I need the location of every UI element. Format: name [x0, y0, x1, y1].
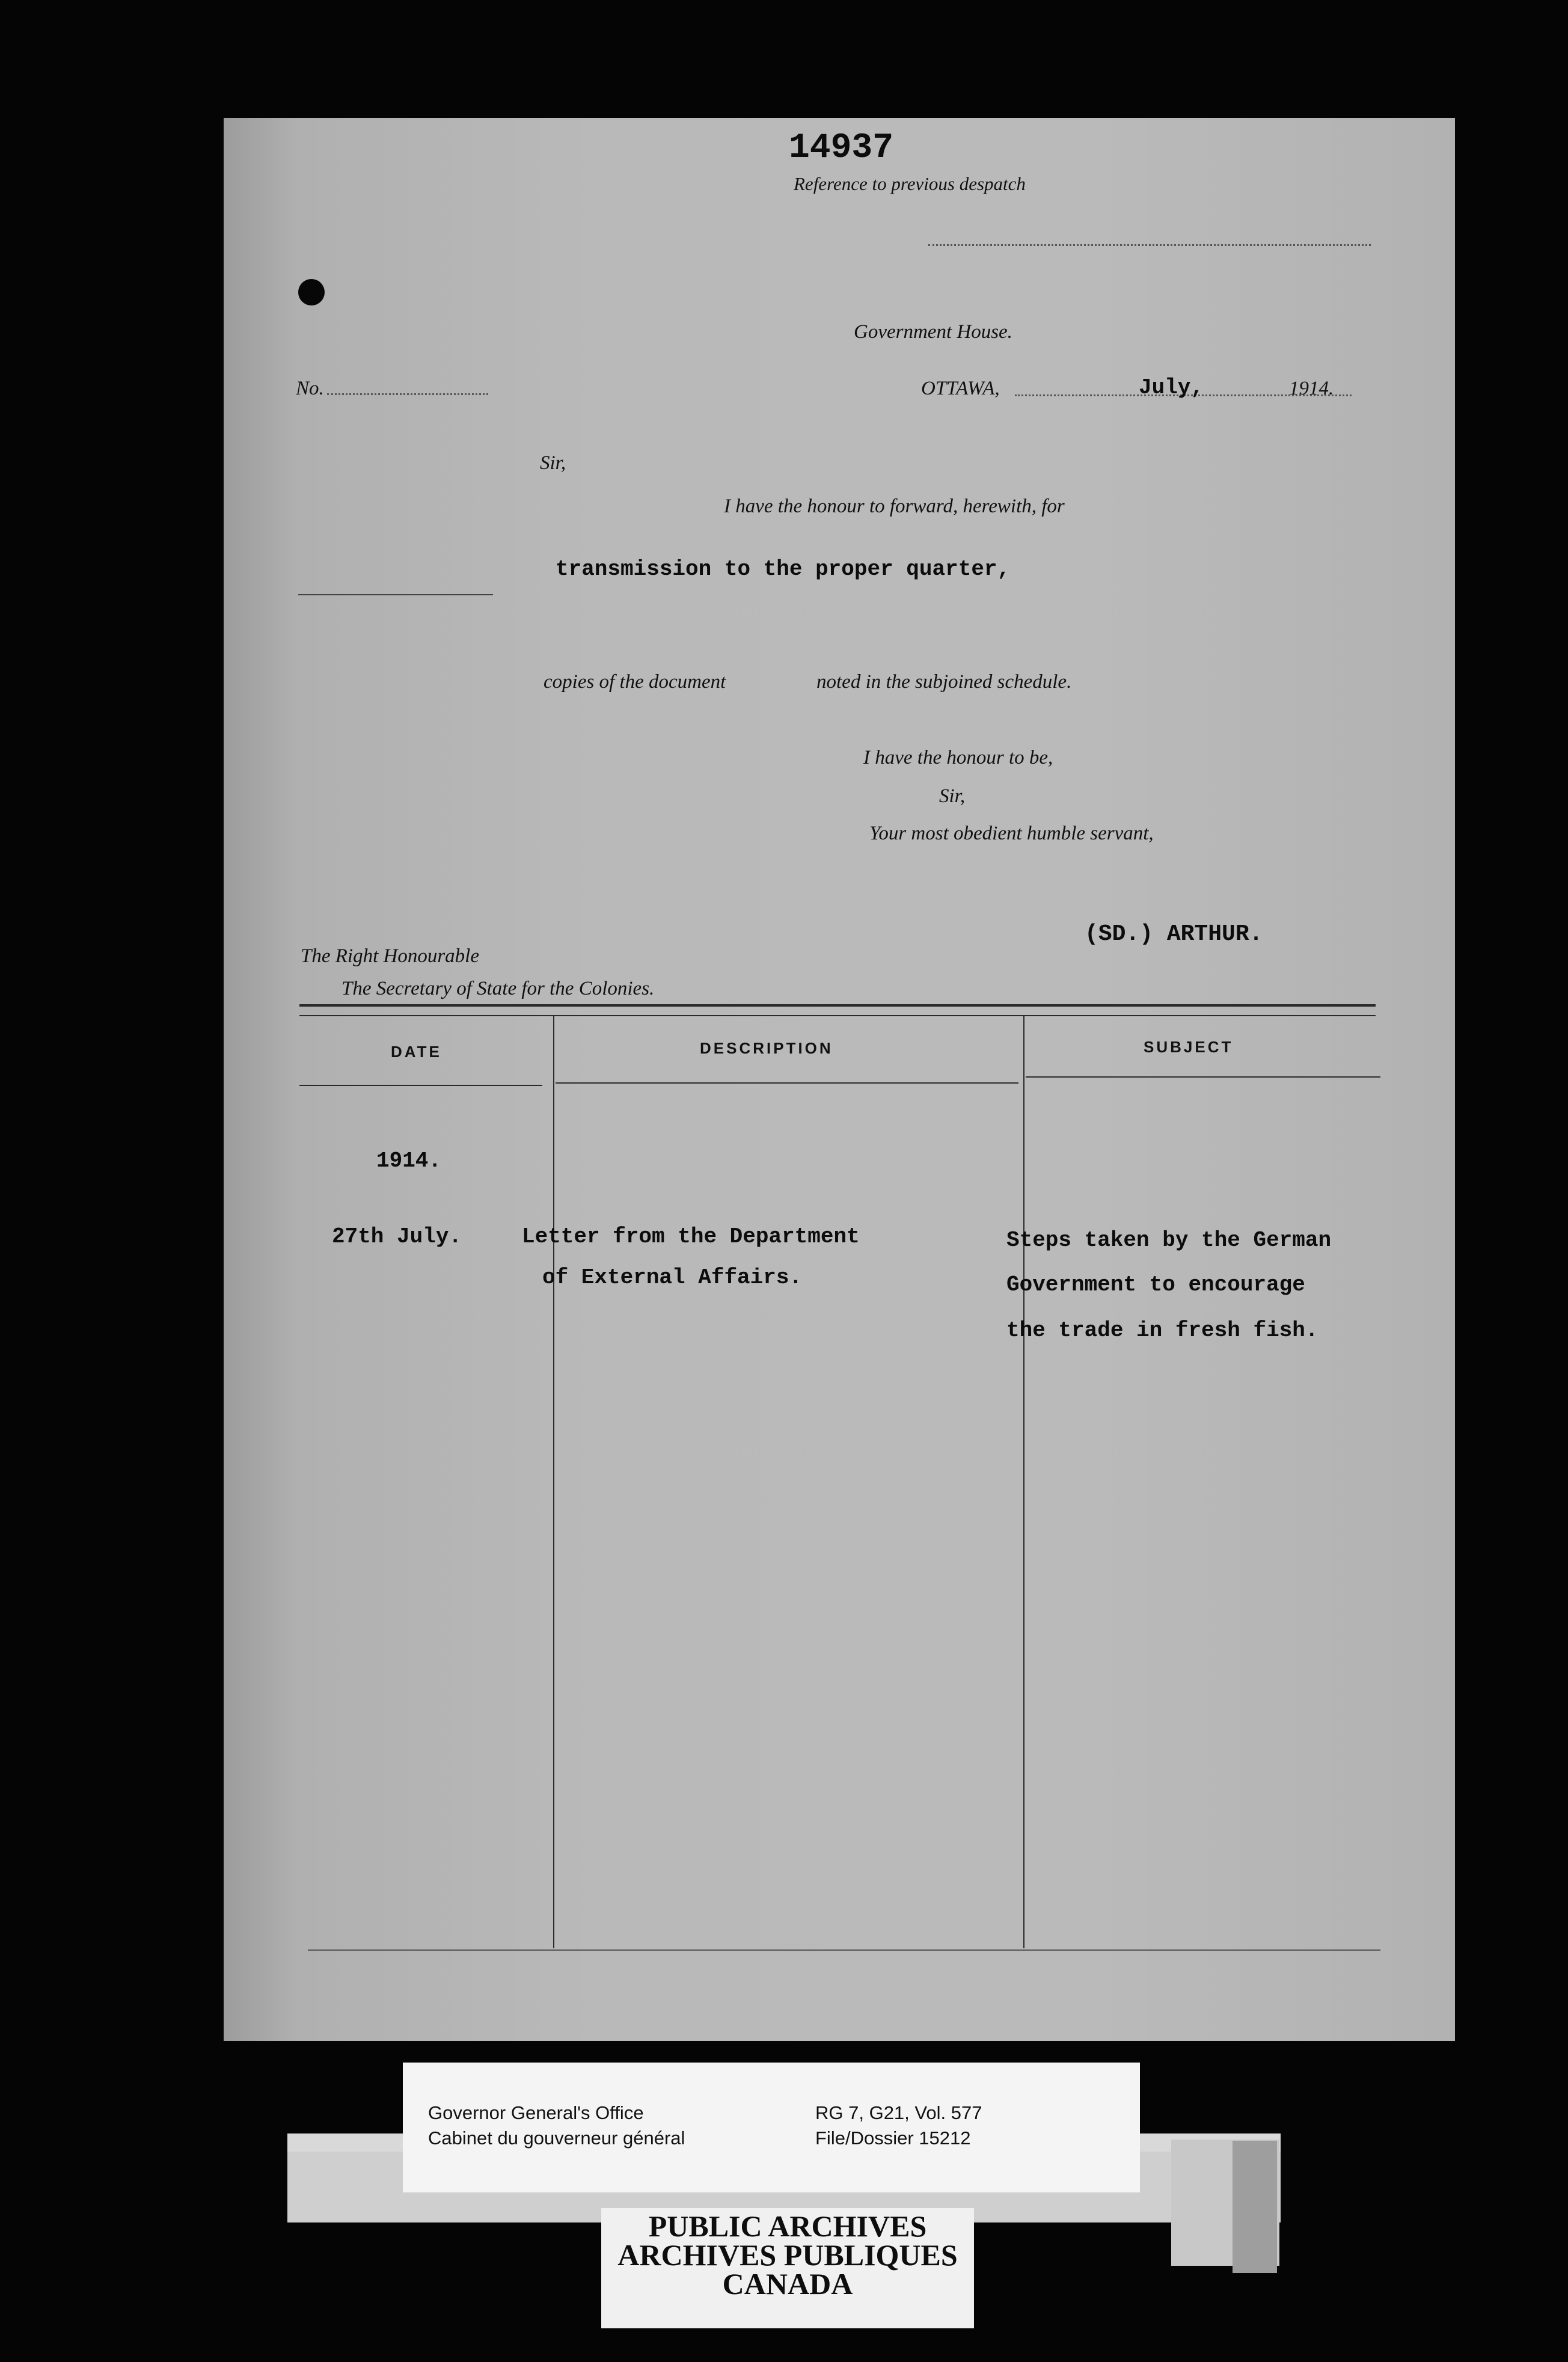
stamp-line-2: ARCHIVES PUBLIQUES: [617, 2238, 958, 2272]
letter-line-1: I have the honour to forward, herewith, for: [724, 495, 1065, 517]
stamp-line-3: CANADA: [722, 2267, 853, 2301]
column-rule-2: [1023, 1016, 1024, 1948]
description-line-2: of External Affairs.: [542, 1265, 803, 1290]
addressee-1: The Right Honourable: [301, 945, 479, 967]
no-dotline: [327, 393, 488, 395]
schedule-bottom-rule: [308, 1949, 1380, 1951]
left-margin-rule: [298, 594, 493, 595]
archive-ref: RG 7, G21, Vol. 577: [815, 2102, 982, 2123]
header-date: DATE: [391, 1043, 442, 1061]
subject-line-1: Steps taken by the German: [1006, 1228, 1332, 1253]
description-line-1: Letter from the Department: [522, 1224, 860, 1249]
letter-line-2a: copies of the document: [544, 671, 726, 693]
reference-label: Reference to previous despatch: [794, 173, 1026, 194]
stamp-line-1: PUBLIC ARCHIVES: [648, 2209, 927, 2243]
file-number: 14937: [789, 129, 894, 168]
document-page: [224, 118, 1455, 2041]
salutation: Sir,: [540, 452, 566, 474]
header-underline-date: [299, 1085, 542, 1086]
addressee-2: The Secretary of State for the Colonies.: [341, 978, 655, 999]
header-subject: SUBJECT: [1144, 1038, 1234, 1056]
subject-line-2: Government to encourage: [1006, 1272, 1305, 1297]
header-description: DESCRIPTION: [700, 1039, 833, 1057]
office-fr: Cabinet du gouverneur général: [428, 2127, 685, 2149]
government-house: Government House.: [854, 321, 1012, 343]
closing-2: Sir,: [939, 785, 966, 807]
mount-flap-shadow: [1233, 2141, 1277, 2273]
letter-line-2b: noted in the subjoined schedule.: [816, 671, 1072, 693]
archive-label: [403, 2063, 1140, 2192]
signature: (SD.) ARTHUR.: [1085, 921, 1263, 947]
schedule-top-rule-2: [299, 1015, 1376, 1016]
archive-file: File/Dossier 15212: [815, 2127, 971, 2149]
date-month: July,: [1139, 375, 1204, 400]
date-year: 1914.: [1289, 378, 1334, 399]
subject-line-3: the trade in fresh fish.: [1006, 1318, 1318, 1343]
reference-dotline: [928, 244, 1371, 246]
office-en: Governor General's Office: [428, 2102, 644, 2123]
typed-purpose: transmission to the proper quarter,: [556, 557, 1011, 581]
no-label: No.: [296, 378, 324, 399]
archives-stamp: [601, 2208, 974, 2328]
column-rule-1: [553, 1016, 554, 1948]
schedule-date: 27th July.: [332, 1224, 462, 1249]
header-underline-subject: [1026, 1076, 1380, 1078]
punch-hole: [298, 279, 325, 305]
header-underline-desc: [556, 1082, 1018, 1084]
schedule-top-rule: [299, 1004, 1376, 1007]
schedule-year: 1914.: [376, 1149, 442, 1173]
closing-1: I have the honour to be,: [863, 747, 1053, 768]
place: OTTAWA,: [921, 378, 1000, 399]
closing-3: Your most obedient humble servant,: [869, 823, 1154, 844]
